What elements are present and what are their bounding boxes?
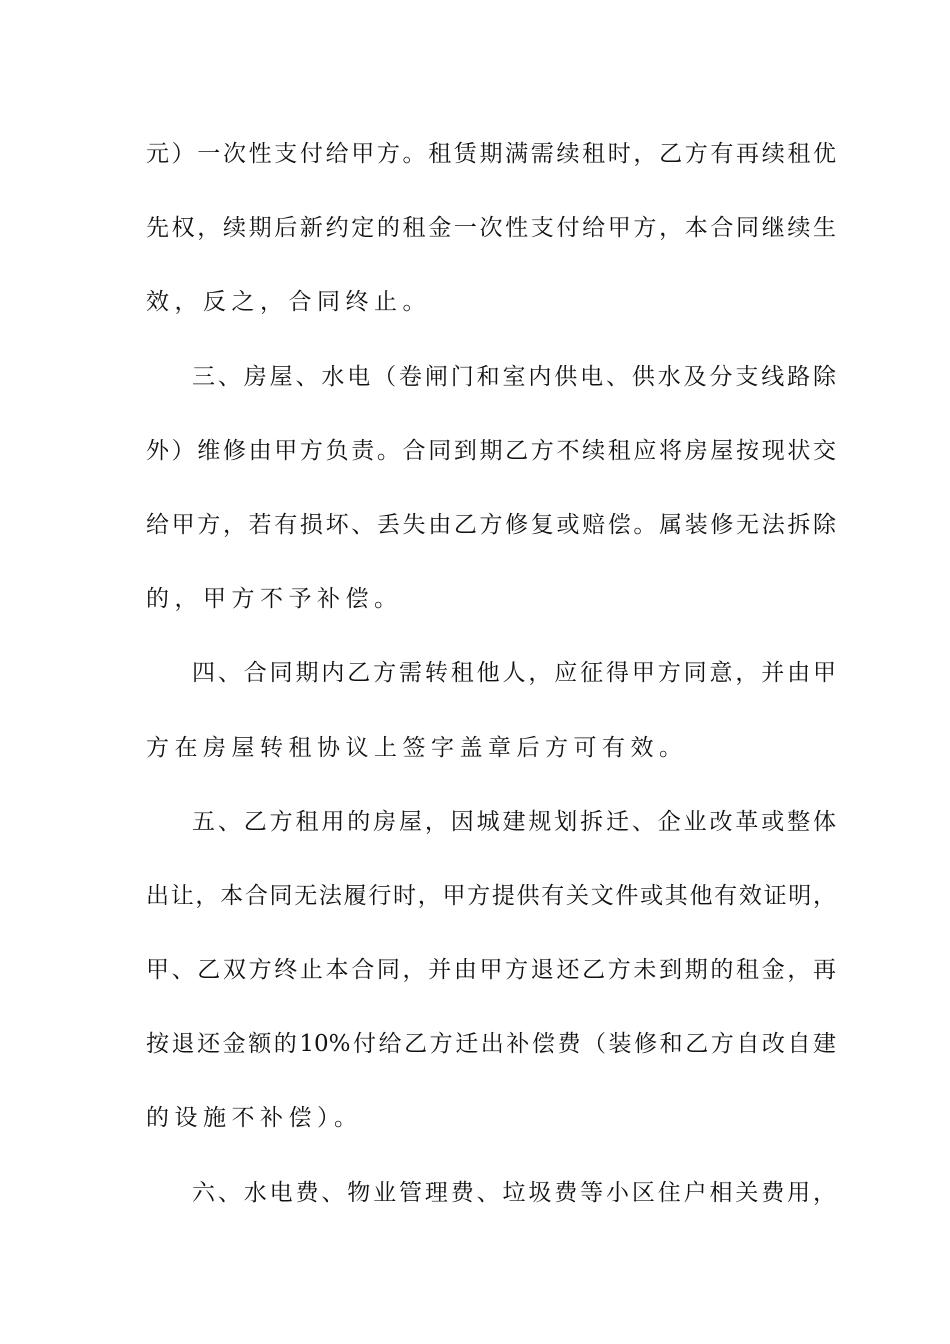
text-line: 的设施不补偿）。 — [146, 1105, 363, 1132]
text-line: 给甲方，若有损坏、丢失由乙方修复或赔偿。属装修无法拆除 — [146, 511, 836, 538]
text-line: 方在房屋转租协议上签字盖章后方可有效。 — [146, 734, 688, 761]
text-line: 的，甲方不予补偿。 — [146, 586, 403, 613]
clause-six-start: 六、水电费、物业管理费、垃圾费等小区住户相关费用， — [192, 1179, 836, 1206]
text-line: 效，反之，合同终止。 — [146, 289, 431, 316]
text-line: 按退还金额的10%付给乙方迁出补偿费（装修和乙方自改自建 — [146, 1031, 836, 1058]
text-line: 先权，续期后新约定的租金一次性支付给甲方，本合同继续生 — [146, 215, 836, 242]
text-line: 外）维修由甲方负责。合同到期乙方不续租应将房屋按现状交 — [146, 437, 836, 464]
text-line: 元）一次性支付给甲方。租赁期满需续租时，乙方有再续租优 — [146, 141, 836, 167]
text-line: 甲、乙双方终止本合同，并由甲方退还乙方未到期的租金，再 — [146, 957, 836, 984]
text-line: 出让，本合同无法履行时，甲方提供有关文件或其他有效证明， — [146, 882, 836, 909]
clause-five-start: 五、乙方租用的房屋，因城建规划拆迁、企业改革或整体 — [192, 808, 836, 835]
clause-three-start: 三、房屋、水电（卷闸门和室内供电、供水及分支线路除 — [192, 363, 836, 390]
clause-four-start: 四、合同期内乙方需转租他人，应征得甲方同意，并由甲 — [192, 660, 836, 687]
contract-body-text — [146, 131, 836, 1244]
